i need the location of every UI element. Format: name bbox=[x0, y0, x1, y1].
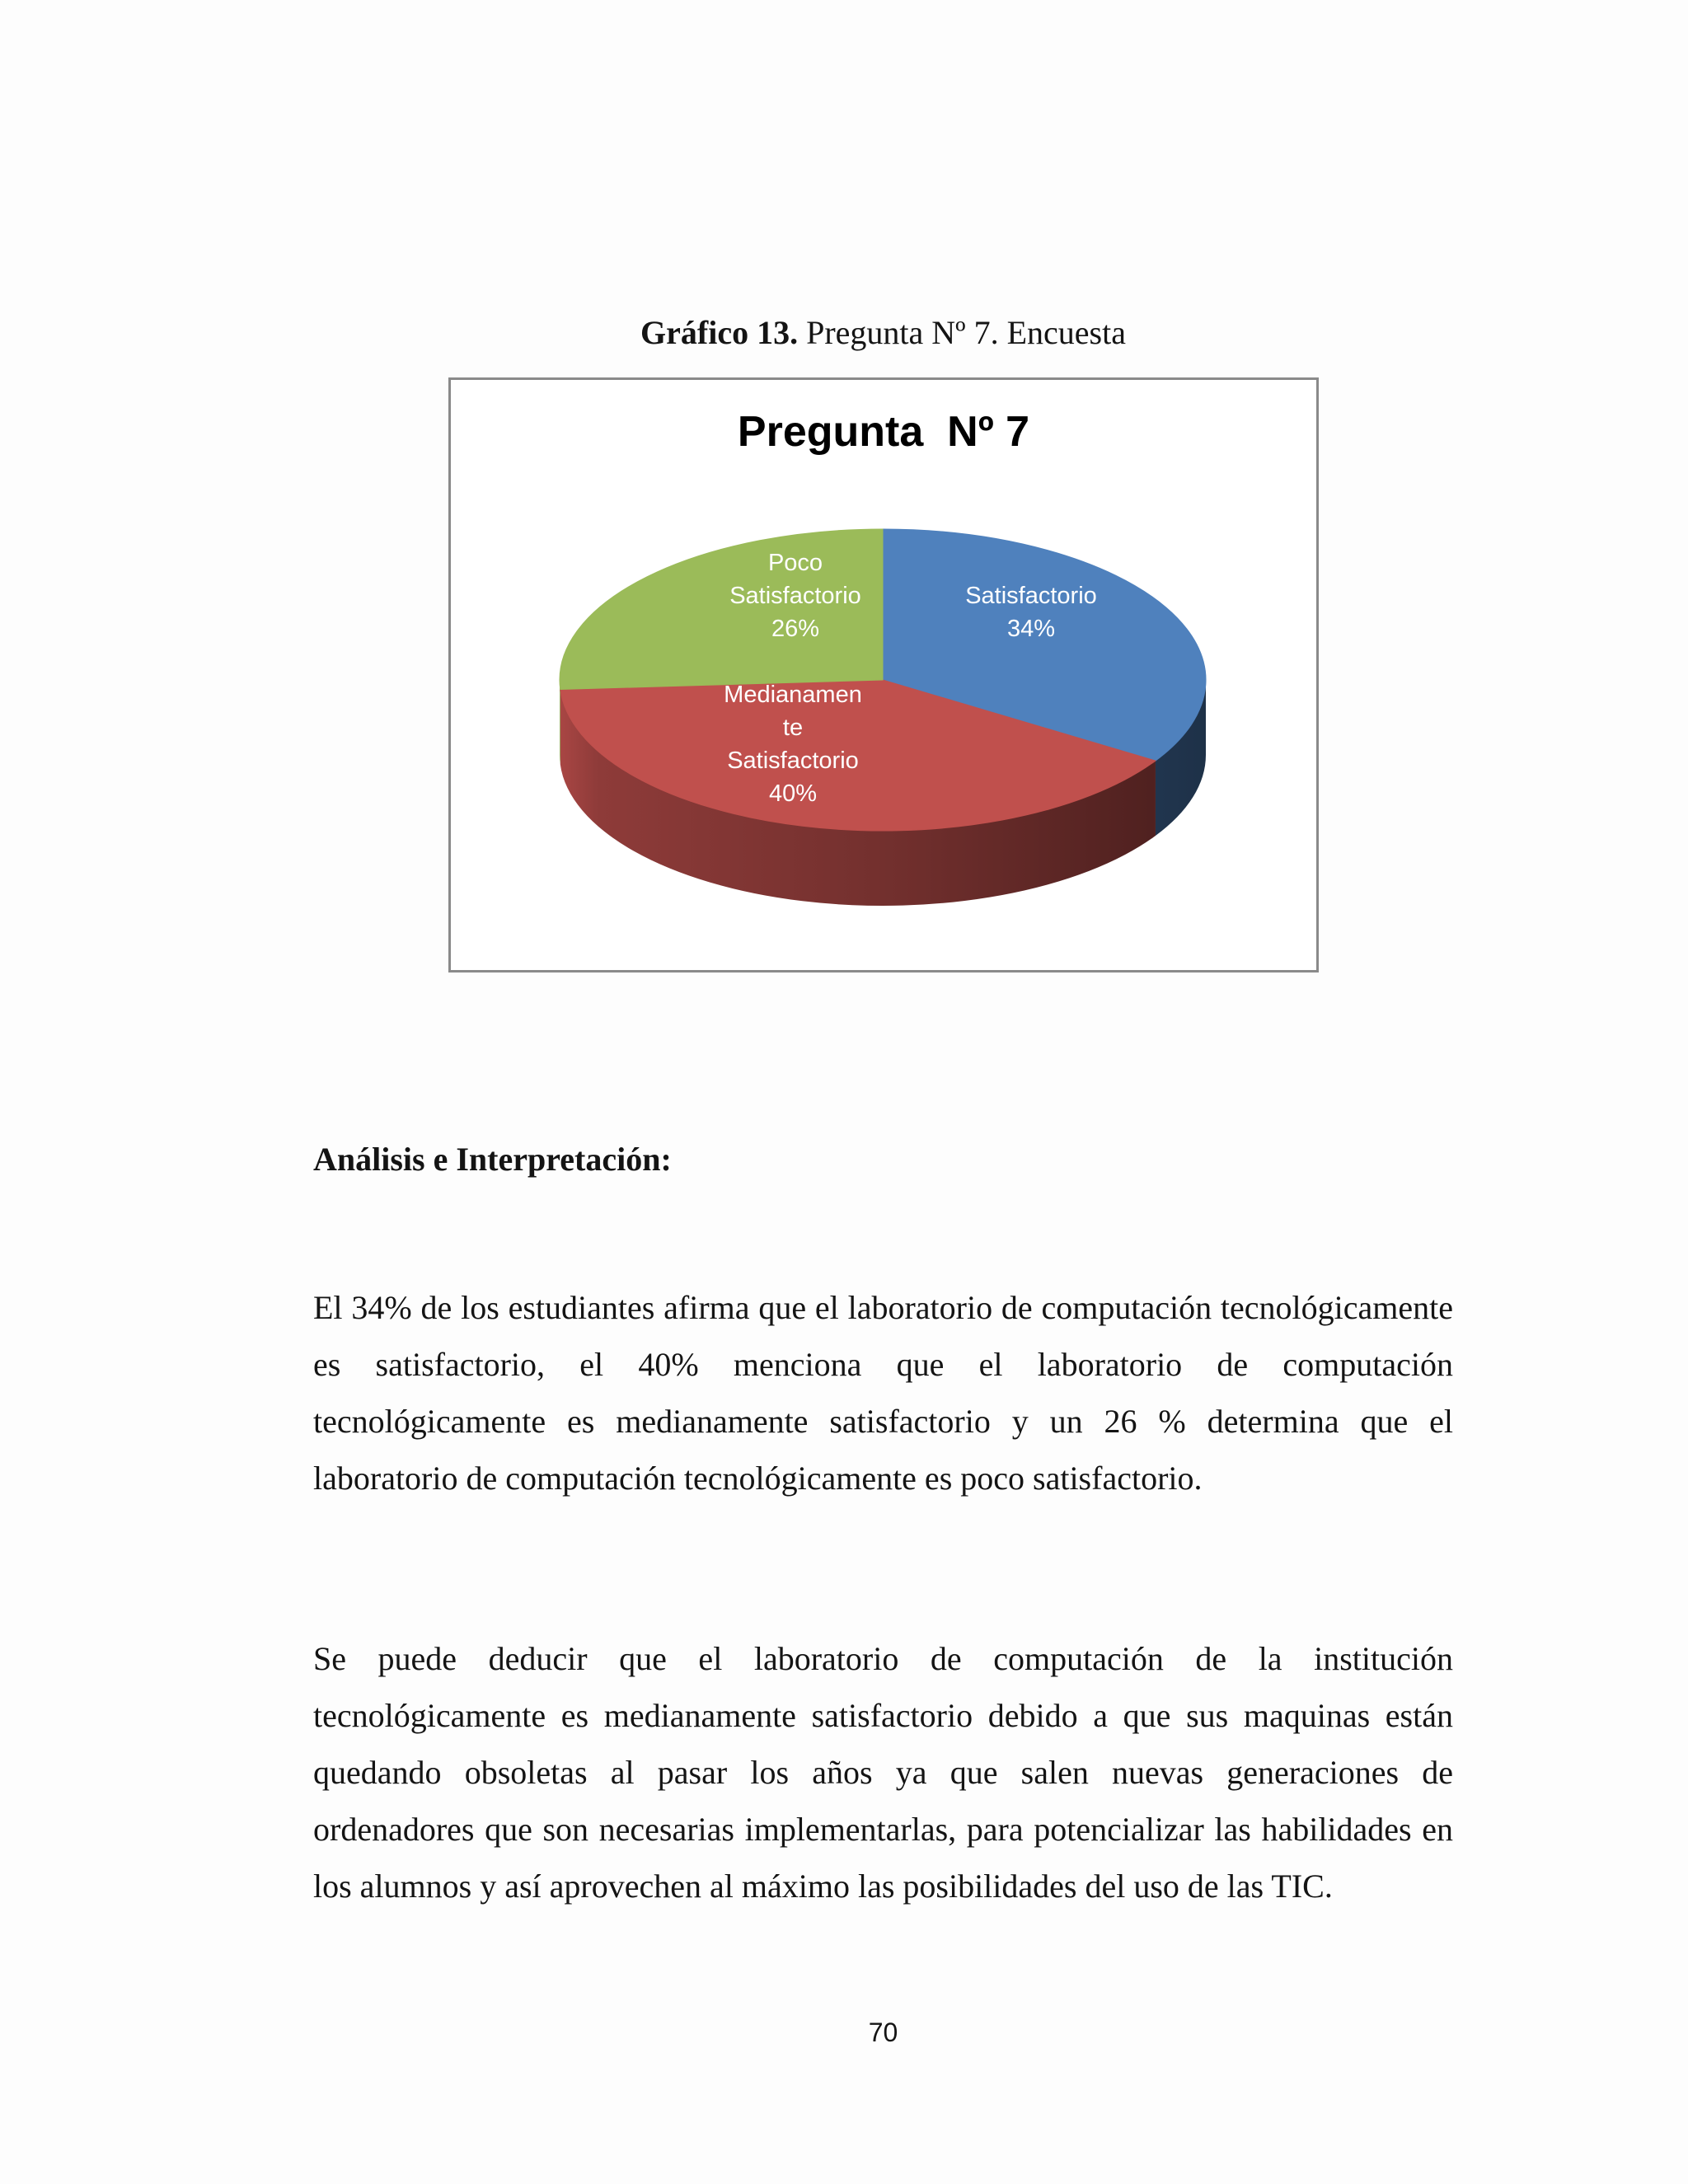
paragraph-line: tecnológicamente es medianamente satisfactorio y un 26 % determina que el bbox=[313, 1403, 1453, 1440]
section-heading: Análisis e Interpretación: bbox=[313, 1141, 672, 1178]
chart-title: Pregunta Nº 7 bbox=[737, 408, 1030, 456]
paragraph-line: El 34% de los estudiantes afirma que el laboratorio de computación tecnológicamente bbox=[313, 1289, 1453, 1326]
data-label-category: Poco Satisfactorio bbox=[729, 550, 861, 609]
paragraph-line: es satisfactorio, el 40% menciona que el laboratorio de computación bbox=[313, 1346, 1453, 1383]
pie-top-faces bbox=[560, 529, 1206, 831]
data-label-medianamente-satisfactorio bbox=[722, 678, 864, 810]
data-label-value: 40% bbox=[768, 780, 818, 807]
paragraph-line: quedando obsoletas al pasar los años ya que salen nuevas generaciones de bbox=[313, 1754, 1453, 1791]
page-number: 70 bbox=[868, 2018, 898, 2047]
paragraph bbox=[313, 1279, 1453, 1507]
data-label-value: 34% bbox=[1006, 616, 1056, 642]
figure-caption-text: Pregunta Nº 7. Encuesta bbox=[806, 314, 1126, 351]
pie-chart bbox=[448, 377, 1319, 972]
paragraph bbox=[313, 1630, 1453, 1915]
figure-caption-label: Gráfico 13. bbox=[640, 314, 799, 351]
paragraph-line: ordenadores que son necesarias implementarlas, para potencializar las habilidades en bbox=[313, 1811, 1453, 1848]
paragraph-line: los alumnos y así aprovechen al máximo las posibilidades del uso de las TIC. bbox=[313, 1868, 1333, 1905]
pie-plot-area bbox=[451, 380, 1316, 970]
data-label-category: Medianamente Satisfactorio bbox=[724, 682, 862, 774]
data-label-value: 26% bbox=[771, 616, 820, 642]
data-label-category: Satisfactorio bbox=[965, 583, 1097, 609]
data-label-poco-satisfactorio bbox=[724, 546, 866, 645]
data-label-satisfactorio bbox=[960, 579, 1102, 645]
paragraph-line: laboratorio de computación tecnológicamente es poco satisfactorio. bbox=[313, 1460, 1203, 1497]
paragraph-line: Se puede deducir que el laboratorio de computación de la institución bbox=[313, 1640, 1453, 1677]
paragraph-line: tecnológicamente es medianamente satisfactorio debido a que sus maquinas están bbox=[313, 1697, 1453, 1734]
figure-caption bbox=[313, 314, 1453, 352]
